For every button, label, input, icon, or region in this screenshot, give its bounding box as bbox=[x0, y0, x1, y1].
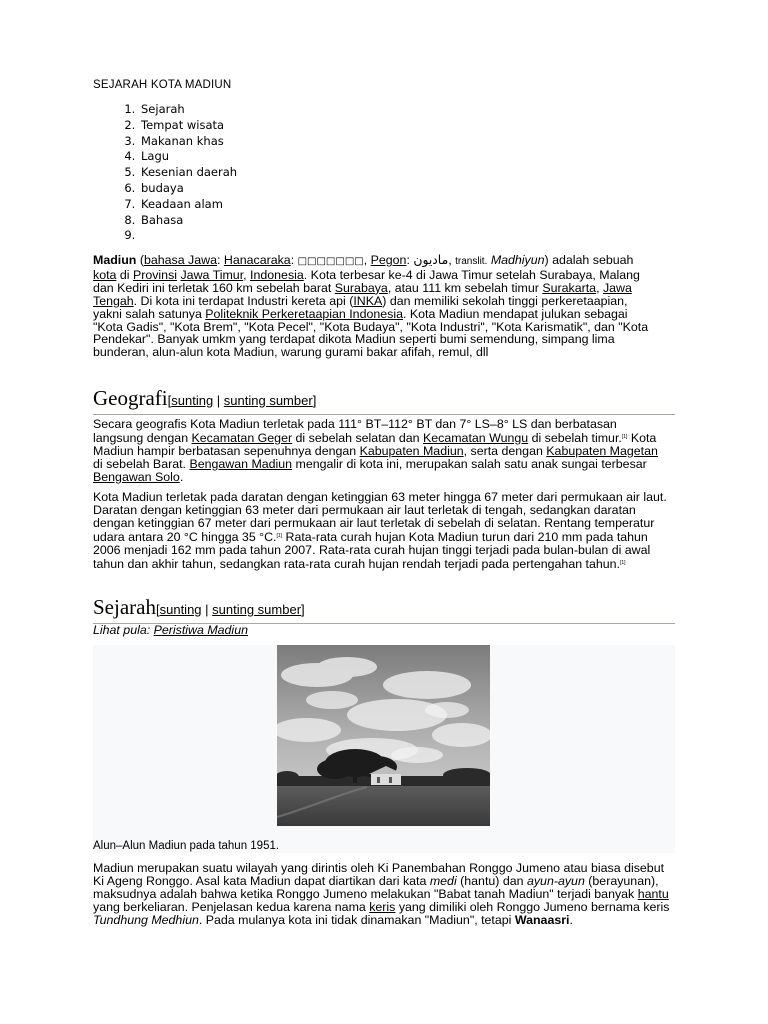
link-bahasa-jawa[interactable]: bahasa Jawa bbox=[143, 253, 217, 267]
link-hanacaraka[interactable]: Hanacaraka bbox=[223, 253, 291, 267]
link-bengawan-madiun[interactable]: Bengawan Madiun bbox=[189, 456, 293, 471]
section-title: Geografi bbox=[93, 386, 168, 410]
toc-item: 7. Keadaan alam bbox=[139, 197, 237, 213]
toc-item: 6. budaya bbox=[139, 181, 237, 197]
geografi-paragraph-1: Secara geografis Kota Madiun terletak pada 111° BT–112° BT dan 7° LS–8° LS dan berbatasan langsung dengan Kecamatan Geger di sebelah selatan dan Kecamatan Wungu di sebelah timur.[1] Kota Madiun hampir berbatasan sepenuhnya dengan Kabupaten Madiun, serta dengan Kabupaten Magetan di sebelah Barat. Bengawan Madiun mengalir di kota ini, merupakan salah satu anak sungai terbesar Bengawan Solo. bbox=[93, 417, 658, 484]
section-heading-geografi bbox=[93, 386, 675, 415]
toc-item: 4. Lagu bbox=[139, 149, 237, 165]
link-kecamatan-geger[interactable]: Kecamatan Geger bbox=[191, 430, 293, 445]
link-bengawan-solo[interactable]: Bengawan Solo bbox=[93, 469, 180, 484]
edit-source-link[interactable]: sunting sumber bbox=[212, 602, 302, 617]
link-pegon[interactable]: Pegon bbox=[370, 253, 407, 267]
section-heading-sejarah bbox=[93, 595, 675, 624]
link-surabaya[interactable]: Surabaya bbox=[334, 280, 388, 295]
link-kecamatan-wungu[interactable]: Kecamatan Wungu bbox=[422, 430, 529, 445]
toc-item: 8. Bahasa bbox=[139, 213, 237, 229]
geografi-paragraph-2: Kota Madiun terletak pada daratan dengan ketinggian 63 meter hingga 67 meter dari permukaan air laut. Daratan dengan ketinggian 63 meter dari permukaan air laut terletak di tengah, sedangkan daratan dengan ketinggian 67 meter dari permukaan air laut terletak di sebelah di selatan. Rentang temperatur udara antara 20 °C hingga 35 °C.[1] Rata-rata curah hujan Kota Madiun turun dari 210 mm pada tahun 2006 menjadi 162 mm pada tahun 2007. Rata-rata curah hujan tinggi terjadi pada bulan-bulan di awal tahun dan akhir tahun, sedangkan rata-rata curah hujan rendah terjadi pada pertengahan tahun.[1] bbox=[93, 490, 667, 571]
link-keris[interactable]: keris bbox=[369, 899, 396, 914]
figure-alun-alun bbox=[93, 645, 675, 853]
section-title: Sejarah bbox=[93, 595, 156, 619]
toc-item: 3. Makanan khas bbox=[139, 134, 237, 150]
translit-label: translit. bbox=[455, 256, 488, 267]
edit-links: [sunting | sunting sumber] bbox=[155, 602, 305, 617]
toc-item: 5. Kesenian daerah bbox=[139, 165, 237, 181]
see-also-note: Lihat pula: Peristiwa Madiun bbox=[93, 623, 248, 637]
link-surakarta[interactable]: Surakarta bbox=[542, 280, 597, 295]
alun-alun-photo bbox=[277, 645, 490, 826]
edit-link[interactable]: sunting bbox=[171, 393, 214, 408]
sejarah-paragraph-1: Madiun merupakan suatu wilayah yang dirintis oleh Ki Panembahan Ronggo Jumeno atau biasa disebut Ki Ageng Ronggo. Asal kata Madiun dapat diartikan dari kata medi (hantu) dan ayun-ayun (berayunan), maksudnya adalah bahwa ketika Ronggo Jumeno melakukan "Babat tanah Madiun" terjadi banyak hantu yang berkeliaran. Penjelasan kedua karena nama keris yang dimiliki oleh Ronggo Jumeno bernama keris Tundhung Medhiun. Pada mulanya kota ini tidak dinamakan "Madiun", tetapi Wanaasri. bbox=[93, 861, 670, 927]
link-jawa-tengah[interactable]: Jawa Tengah bbox=[93, 280, 632, 308]
table-of-contents bbox=[93, 102, 237, 244]
toc-item: 1. Sejarah bbox=[139, 102, 237, 118]
madhiyun-term: Madhiyun bbox=[490, 253, 545, 267]
link-indonesia[interactable]: Indonesia bbox=[250, 267, 304, 282]
toc-item bbox=[139, 228, 237, 244]
pegon-script: ماديون bbox=[413, 252, 449, 267]
edit-link[interactable]: sunting bbox=[159, 602, 202, 617]
edit-links: [sunting | sunting sumber] bbox=[167, 393, 317, 408]
link-inka[interactable]: INKA bbox=[353, 293, 383, 308]
toc-item: 2. Tempat wisata bbox=[139, 118, 237, 134]
link-politeknik[interactable]: Politeknik Perkeretaapian Indonesia bbox=[205, 306, 403, 321]
link-kota[interactable]: kota bbox=[93, 267, 117, 282]
javanese-script: □□□□□□□ bbox=[297, 256, 364, 267]
edit-source-link[interactable]: sunting sumber bbox=[223, 393, 313, 408]
figure-caption: Alun–Alun Madiun pada tahun 1951. bbox=[93, 840, 280, 852]
article-subject: Madiun bbox=[93, 253, 137, 267]
document-title: SEJARAH KOTA MADIUN bbox=[93, 79, 232, 91]
link-hantu[interactable]: hantu bbox=[637, 886, 669, 901]
reference-link[interactable]: [1] bbox=[620, 559, 626, 566]
link-jawa-timur[interactable]: Jawa Timur bbox=[180, 267, 244, 282]
intro-paragraph: Madiun (bahasa Jawa: Hanacaraka: □□□□□□□, Pegon: ماديون, translit. Madhiyun) adalah sebuah kota di Provinsi Jawa Timur, Indonesia. Kota terbesar ke-4 di Jawa Timur setelah Surabaya, Malang dan Kediri ini terletak 160 km sebelah barat Surabaya, atau 111 km sebelah timur Surakarta, Jawa Tengah. Di kota ini terdapat Industri kereta api (INKA) dan memiliki sekolah tinggi perkeretaapian, yakni salah satunya Politeknik Perkeretaapian Indonesia. Kota Madiun mendapat julukan sebagai "Kota Gadis", "Kota Brem", "Kota Pecel", "Kota Budaya", "Kota Industri", "Kota Karismatik", dan "Kota Pendekar". Banyak umkm yang terdapat dikota Madiun seperti bumi semendung, simpang lima bunderan, alun-alun kota Madiun, warung gurami bakar afifah, remul, dll bbox=[93, 252, 649, 360]
reference-link[interactable]: [1] bbox=[276, 532, 283, 539]
reference-link[interactable]: [1] bbox=[621, 433, 628, 440]
link-provinsi[interactable]: Provinsi bbox=[132, 267, 178, 282]
link-peristiwa-madiun[interactable]: Peristiwa Madiun bbox=[153, 623, 248, 637]
link-kabupaten-madiun[interactable]: Kabupaten Madiun bbox=[359, 443, 464, 458]
link-kabupaten-magetan[interactable]: Kabupaten Magetan bbox=[546, 443, 658, 458]
